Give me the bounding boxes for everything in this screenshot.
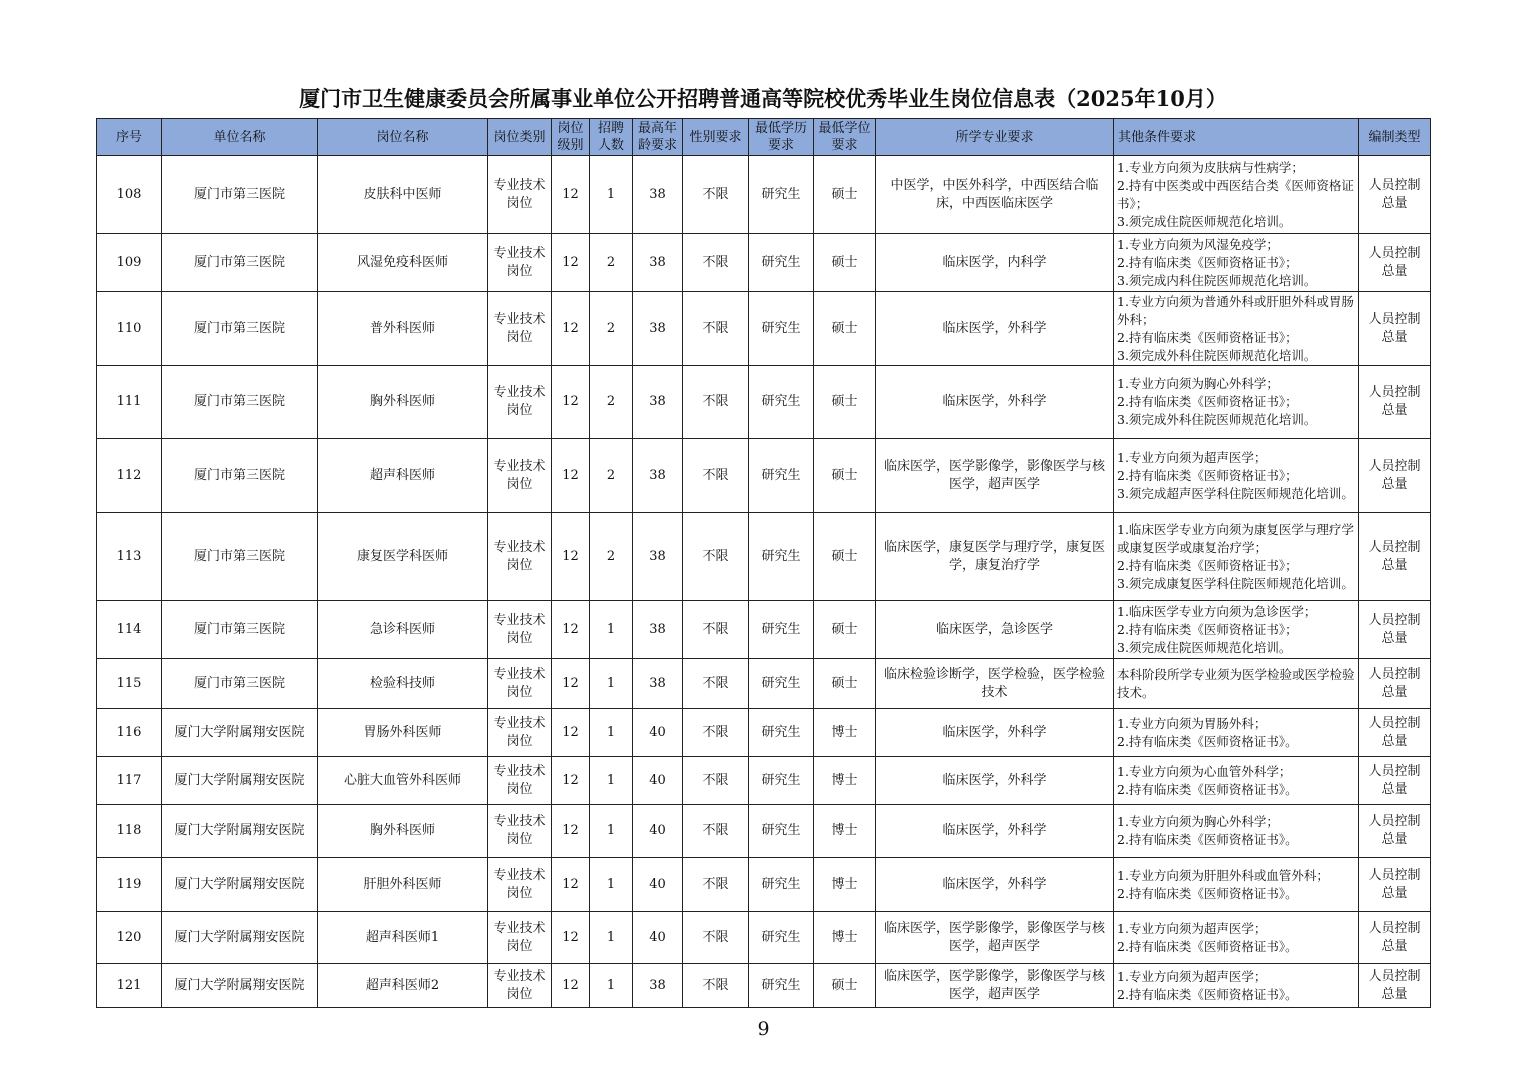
positions-table: [96, 118, 1431, 1008]
min-degree: 博士: [814, 709, 876, 757]
post-level: 12: [552, 912, 590, 964]
other-conditions: 1.专业方向须为心血管外科学； 2.持有临床类《医师资格证书》。: [1114, 757, 1359, 805]
major-req: 临床医学，外科学: [876, 292, 1114, 366]
unit-name: 厦门大学附属翔安医院: [162, 757, 318, 805]
min-education: 研究生: [749, 156, 814, 234]
post-category: 专业技术 岗位: [488, 805, 552, 858]
table-row: [97, 757, 1431, 805]
max-age: 38: [633, 439, 683, 513]
unit-name: 厦门大学附属翔安医院: [162, 964, 318, 1008]
row-number: 121: [97, 964, 162, 1008]
header-cell: 最低学历 要求: [749, 119, 814, 156]
header-cell: 性别要求: [683, 119, 749, 156]
hire-count: 2: [590, 439, 633, 513]
hire-count: 1: [590, 659, 633, 709]
row-number: 108: [97, 156, 162, 234]
header-cell: 岗位 级别: [552, 119, 590, 156]
header-cell: 岗位类别: [488, 119, 552, 156]
header-cell: 最高年 龄要求: [633, 119, 683, 156]
table-row: [97, 659, 1431, 709]
min-degree: 硕士: [814, 292, 876, 366]
row-number: 112: [97, 439, 162, 513]
post-name: 风湿免疫科医师: [318, 234, 488, 292]
min-degree: 硕士: [814, 601, 876, 659]
min-education: 研究生: [749, 439, 814, 513]
table-row: [97, 292, 1431, 366]
post-name: 超声科医师1: [318, 912, 488, 964]
min-education: 研究生: [749, 366, 814, 439]
post-name: 康复医学科医师: [318, 513, 488, 601]
unit-name: 厦门大学附属翔安医院: [162, 858, 318, 912]
other-conditions: 1.专业方向须为胃肠外科； 2.持有临床类《医师资格证书》。: [1114, 709, 1359, 757]
unit-name: 厦门市第三医院: [162, 366, 318, 439]
post-level: 12: [552, 234, 590, 292]
major-req: 临床医学，医学影像学，影像医学与核医学，超声医学: [876, 912, 1114, 964]
staffing-type: 人员控制 总量: [1359, 709, 1431, 757]
post-level: 12: [552, 659, 590, 709]
table-row: [97, 601, 1431, 659]
post-name: 检验科技师: [318, 659, 488, 709]
unit-name: 厦门市第三医院: [162, 234, 318, 292]
major-req: 临床检验诊断学，医学检验，医学检验技术: [876, 659, 1114, 709]
min-education: 研究生: [749, 709, 814, 757]
staffing-type: 人员控制 总量: [1359, 757, 1431, 805]
unit-name: 厦门大学附属翔安医院: [162, 709, 318, 757]
min-education: 研究生: [749, 912, 814, 964]
hire-count: 1: [590, 964, 633, 1008]
post-category: 专业技术 岗位: [488, 292, 552, 366]
unit-name: 厦门市第三医院: [162, 439, 318, 513]
row-number: 116: [97, 709, 162, 757]
unit-name: 厦门市第三医院: [162, 513, 318, 601]
post-name: 超声科医师: [318, 439, 488, 513]
table-row: [97, 439, 1431, 513]
min-education: 研究生: [749, 601, 814, 659]
post-level: 12: [552, 601, 590, 659]
post-name: 急诊科医师: [318, 601, 488, 659]
gender-req: 不限: [683, 757, 749, 805]
hire-count: 2: [590, 513, 633, 601]
other-conditions: 1.专业方向须为肝胆外科或血管外科； 2.持有临床类《医师资格证书》。: [1114, 858, 1359, 912]
other-conditions: 1.临床医学专业方向须为康复医学与理疗学或康复医学或康复治疗学； 2.持有临床类《医师资格证书》； 3.须完成康复医学科住院医师规范化培训。: [1114, 513, 1359, 601]
min-education: 研究生: [749, 659, 814, 709]
post-category: 专业技术 岗位: [488, 513, 552, 601]
other-conditions: 1.临床医学专业方向须为急诊医学； 2.持有临床类《医师资格证书》； 3.须完成住院医师规范化培训。: [1114, 601, 1359, 659]
table-row: [97, 805, 1431, 858]
min-education: 研究生: [749, 513, 814, 601]
post-category: 专业技术 岗位: [488, 964, 552, 1008]
staffing-type: 人员控制 总量: [1359, 912, 1431, 964]
min-education: 研究生: [749, 234, 814, 292]
header-cell: 所学专业要求: [876, 119, 1114, 156]
staffing-type: 人员控制 总量: [1359, 439, 1431, 513]
row-number: 120: [97, 912, 162, 964]
gender-req: 不限: [683, 805, 749, 858]
major-req: 临床医学，医学影像学，影像医学与核医学，超声医学: [876, 964, 1114, 1008]
table-row: [97, 156, 1431, 234]
post-category: 专业技术 岗位: [488, 234, 552, 292]
gender-req: 不限: [683, 513, 749, 601]
hire-count: 1: [590, 601, 633, 659]
table-body: [97, 156, 1431, 1008]
hire-count: 1: [590, 858, 633, 912]
major-req: 临床医学，外科学: [876, 709, 1114, 757]
max-age: 38: [633, 659, 683, 709]
post-level: 12: [552, 292, 590, 366]
post-name: 皮肤科中医师: [318, 156, 488, 234]
max-age: 38: [633, 156, 683, 234]
header-cell: 岗位名称: [318, 119, 488, 156]
gender-req: 不限: [683, 964, 749, 1008]
row-number: 117: [97, 757, 162, 805]
post-name: 肝胆外科医师: [318, 858, 488, 912]
post-category: 专业技术 岗位: [488, 858, 552, 912]
post-level: 12: [552, 858, 590, 912]
post-level: 12: [552, 964, 590, 1008]
post-name: 胸外科医师: [318, 805, 488, 858]
major-req: 临床医学，内科学: [876, 234, 1114, 292]
min-degree: 硕士: [814, 964, 876, 1008]
table-row: [97, 513, 1431, 601]
other-conditions: 1.专业方向须为超声医学； 2.持有临床类《医师资格证书》。: [1114, 964, 1359, 1008]
staffing-type: 人员控制 总量: [1359, 292, 1431, 366]
staffing-type: 人员控制 总量: [1359, 601, 1431, 659]
header-cell: 招聘 人数: [590, 119, 633, 156]
gender-req: 不限: [683, 912, 749, 964]
staffing-type: 人员控制 总量: [1359, 513, 1431, 601]
other-conditions: 1.专业方向须为风湿免疫学； 2.持有临床类《医师资格证书》； 3.须完成内科住院医师规范化培训。: [1114, 234, 1359, 292]
major-req: 临床医学，急诊医学: [876, 601, 1114, 659]
max-age: 40: [633, 858, 683, 912]
max-age: 38: [633, 964, 683, 1008]
gender-req: 不限: [683, 709, 749, 757]
max-age: 40: [633, 912, 683, 964]
table-row: [97, 858, 1431, 912]
row-number: 110: [97, 292, 162, 366]
max-age: 40: [633, 757, 683, 805]
major-req: 临床医学，外科学: [876, 366, 1114, 439]
min-education: 研究生: [749, 964, 814, 1008]
staffing-type: 人员控制 总量: [1359, 858, 1431, 912]
min-education: 研究生: [749, 805, 814, 858]
max-age: 38: [633, 513, 683, 601]
max-age: 40: [633, 805, 683, 858]
other-conditions: 1.专业方向须为超声医学； 2.持有临床类《医师资格证书》； 3.须完成超声医学科住院医师规范化培训。: [1114, 439, 1359, 513]
page-title: 厦门市卫生健康委员会所属事业单位公开招聘普通高等院校优秀毕业生岗位信息表（2025年10月）: [299, 86, 1227, 111]
post-name: 胃肠外科医师: [318, 709, 488, 757]
min-degree: 硕士: [814, 156, 876, 234]
other-conditions: 1.专业方向须为胸心外科学； 2.持有临床类《医师资格证书》； 3.须完成外科住院医师规范化培训。: [1114, 366, 1359, 439]
table-row: [97, 234, 1431, 292]
post-name: 普外科医师: [318, 292, 488, 366]
max-age: 38: [633, 234, 683, 292]
gender-req: 不限: [683, 659, 749, 709]
max-age: 38: [633, 601, 683, 659]
gender-req: 不限: [683, 366, 749, 439]
major-req: 临床医学，康复医学与理疗学，康复医学，康复治疗学: [876, 513, 1114, 601]
header-cell: 最低学位 要求: [814, 119, 876, 156]
post-category: 专业技术 岗位: [488, 757, 552, 805]
min-degree: 硕士: [814, 439, 876, 513]
other-conditions: 1.专业方向须为普通外科或肝胆外科或胃肠外科； 2.持有临床类《医师资格证书》； 3.须完成外科住院医师规范化培训。: [1114, 292, 1359, 366]
hire-count: 2: [590, 366, 633, 439]
staffing-type: 人员控制 总量: [1359, 964, 1431, 1008]
post-category: 专业技术 岗位: [488, 366, 552, 439]
row-number: 109: [97, 234, 162, 292]
unit-name: 厦门市第三医院: [162, 601, 318, 659]
post-category: 专业技术 岗位: [488, 912, 552, 964]
min-education: 研究生: [749, 858, 814, 912]
max-age: 38: [633, 292, 683, 366]
gender-req: 不限: [683, 156, 749, 234]
post-category: 专业技术 岗位: [488, 601, 552, 659]
min-education: 研究生: [749, 292, 814, 366]
post-level: 12: [552, 709, 590, 757]
other-conditions: 1.专业方向须为超声医学； 2.持有临床类《医师资格证书》。: [1114, 912, 1359, 964]
staffing-type: 人员控制 总量: [1359, 156, 1431, 234]
row-number: 118: [97, 805, 162, 858]
other-conditions: 1.专业方向须为皮肤病与性病学； 2.持有中医类或中西医结合类《医师资格证书》； 3.须完成住院医师规范化培训。: [1114, 156, 1359, 234]
major-req: 临床医学，医学影像学，影像医学与核医学，超声医学: [876, 439, 1114, 513]
gender-req: 不限: [683, 858, 749, 912]
max-age: 38: [633, 366, 683, 439]
post-category: 专业技术 岗位: [488, 709, 552, 757]
gender-req: 不限: [683, 292, 749, 366]
header-cell: 序号: [97, 119, 162, 156]
hire-count: 1: [590, 709, 633, 757]
row-number: 115: [97, 659, 162, 709]
row-number: 114: [97, 601, 162, 659]
gender-req: 不限: [683, 234, 749, 292]
page-number: 9: [757, 1018, 770, 1040]
post-level: 12: [552, 757, 590, 805]
min-degree: 博士: [814, 858, 876, 912]
post-category: 专业技术 岗位: [488, 439, 552, 513]
row-number: 113: [97, 513, 162, 601]
min-degree: 硕士: [814, 513, 876, 601]
gender-req: 不限: [683, 601, 749, 659]
gender-req: 不限: [683, 439, 749, 513]
other-conditions: 本科阶段所学专业须为医学检验或医学检验技术。: [1114, 659, 1359, 709]
min-degree: 博士: [814, 805, 876, 858]
table-row: [97, 964, 1431, 1008]
major-req: 临床医学，外科学: [876, 805, 1114, 858]
row-number: 111: [97, 366, 162, 439]
major-req: 临床医学，外科学: [876, 757, 1114, 805]
post-level: 12: [552, 805, 590, 858]
staffing-type: 人员控制 总量: [1359, 805, 1431, 858]
min-education: 研究生: [749, 757, 814, 805]
post-name: 胸外科医师: [318, 366, 488, 439]
header-row: [97, 119, 1431, 156]
min-degree: 硕士: [814, 659, 876, 709]
hire-count: 2: [590, 292, 633, 366]
unit-name: 厦门大学附属翔安医院: [162, 912, 318, 964]
post-name: 心脏大血管外科医师: [318, 757, 488, 805]
header-cell: 单位名称: [162, 119, 318, 156]
header-cell: 编制类型: [1359, 119, 1431, 156]
post-level: 12: [552, 513, 590, 601]
unit-name: 厦门市第三医院: [162, 659, 318, 709]
unit-name: 厦门大学附属翔安医院: [162, 805, 318, 858]
post-level: 12: [552, 156, 590, 234]
hire-count: 1: [590, 805, 633, 858]
other-conditions: 1.专业方向须为胸心外科学； 2.持有临床类《医师资格证书》。: [1114, 805, 1359, 858]
table-row: [97, 366, 1431, 439]
staffing-type: 人员控制 总量: [1359, 366, 1431, 439]
major-req: 中医学，中医外科学，中西医结合临床，中西医临床医学: [876, 156, 1114, 234]
post-level: 12: [552, 366, 590, 439]
hire-count: 1: [590, 912, 633, 964]
max-age: 40: [633, 709, 683, 757]
staffing-type: 人员控制 总量: [1359, 234, 1431, 292]
unit-name: 厦门市第三医院: [162, 156, 318, 234]
row-number: 119: [97, 858, 162, 912]
min-degree: 硕士: [814, 234, 876, 292]
hire-count: 2: [590, 234, 633, 292]
table-row: [97, 709, 1431, 757]
post-category: 专业技术 岗位: [488, 156, 552, 234]
major-req: 临床医学，外科学: [876, 858, 1114, 912]
min-degree: 硕士: [814, 366, 876, 439]
table-row: [97, 912, 1431, 964]
hire-count: 1: [590, 757, 633, 805]
hire-count: 1: [590, 156, 633, 234]
post-name: 超声科医师2: [318, 964, 488, 1008]
header-cell: 其他条件要求: [1114, 119, 1359, 156]
post-category: 专业技术 岗位: [488, 659, 552, 709]
staffing-type: 人员控制 总量: [1359, 659, 1431, 709]
min-degree: 博士: [814, 912, 876, 964]
unit-name: 厦门市第三医院: [162, 292, 318, 366]
min-degree: 博士: [814, 757, 876, 805]
post-level: 12: [552, 439, 590, 513]
